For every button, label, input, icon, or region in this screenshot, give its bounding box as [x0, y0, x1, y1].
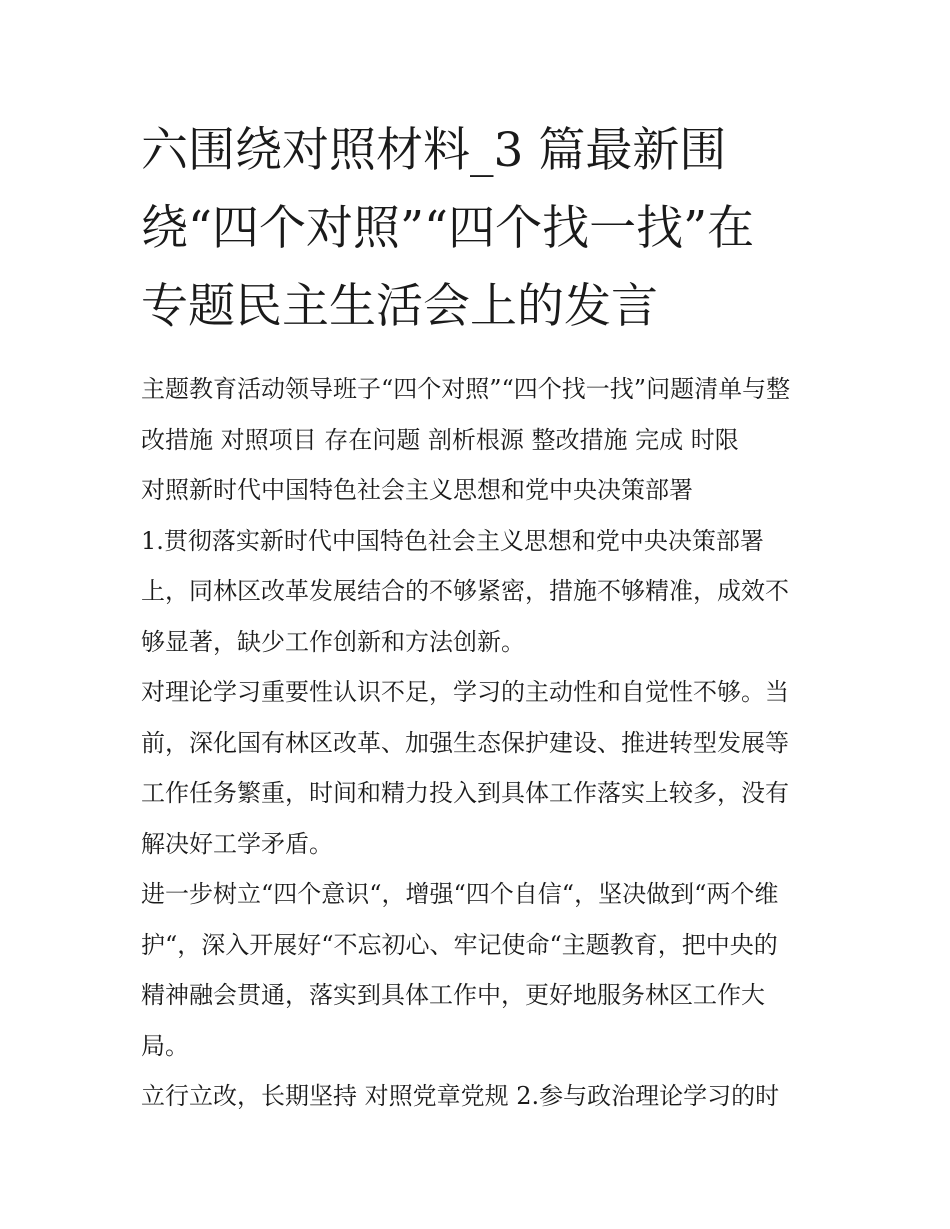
- text-line: 立行立改，长期坚持 对照党章党规 2.参与政治理论学习的时: [141, 1082, 780, 1110]
- document-title: [141, 112, 813, 346]
- text-line: 局。: [141, 1031, 189, 1060]
- text-line: 工作任务繁重，时间和精力投入到具体工作落实上较多，没有: [141, 779, 789, 807]
- text-line: 护“，深入开展好“不忘初心、牢记使命“主题教育，把中央的: [141, 930, 778, 959]
- text-line: 改措施 对照项目 存在问题 剖析根源 整改措施 完成 时限: [141, 425, 739, 454]
- document-body: [141, 364, 813, 1122]
- paragraph-intro: [141, 364, 813, 516]
- title-line: 六围绕对照材料_3 篇最新围: [141, 123, 727, 178]
- title-line: 专题民主生活会上的发言: [141, 279, 658, 334]
- text-line: 主题教育活动领导班子“四个对照”“四个找一找”问题清单与整: [141, 375, 791, 403]
- text-line: 上，同林区改革发展结合的不够紧密，措施不够精准，成效不: [141, 577, 789, 605]
- text-line: 解决好工学矛盾。: [141, 829, 333, 858]
- paragraph-measures: [141, 869, 813, 1071]
- text-line: 1.贯彻落实新时代中国特色社会主义思想和党中央决策部署: [141, 526, 764, 555]
- text-line: 前，深化国有林区改革、加强生态保护建设、推进转型发展等: [141, 728, 789, 757]
- title-line: 绕“四个对照”“四个找一找”在: [141, 201, 755, 256]
- text-line: 够显著，缺少工作创新和方法创新。: [141, 627, 525, 656]
- text-line: 对照新时代中国特色社会主义思想和党中央决策部署: [141, 476, 693, 504]
- paragraph-item-1: [141, 516, 813, 668]
- text-line: 对理论学习重要性认识不足，学习的主动性和自觉性不够。当: [141, 678, 789, 706]
- text-line: 进一步树立“四个意识“，增强“四个自信“，坚决做到“两个维: [141, 880, 779, 908]
- paragraph-timeline: [141, 1071, 813, 1122]
- paragraph-root-cause: [141, 667, 813, 869]
- document-page: [141, 112, 813, 1122]
- text-line: 精神融会贯通，落实到具体工作中，更好地服务林区工作大: [141, 981, 765, 1009]
